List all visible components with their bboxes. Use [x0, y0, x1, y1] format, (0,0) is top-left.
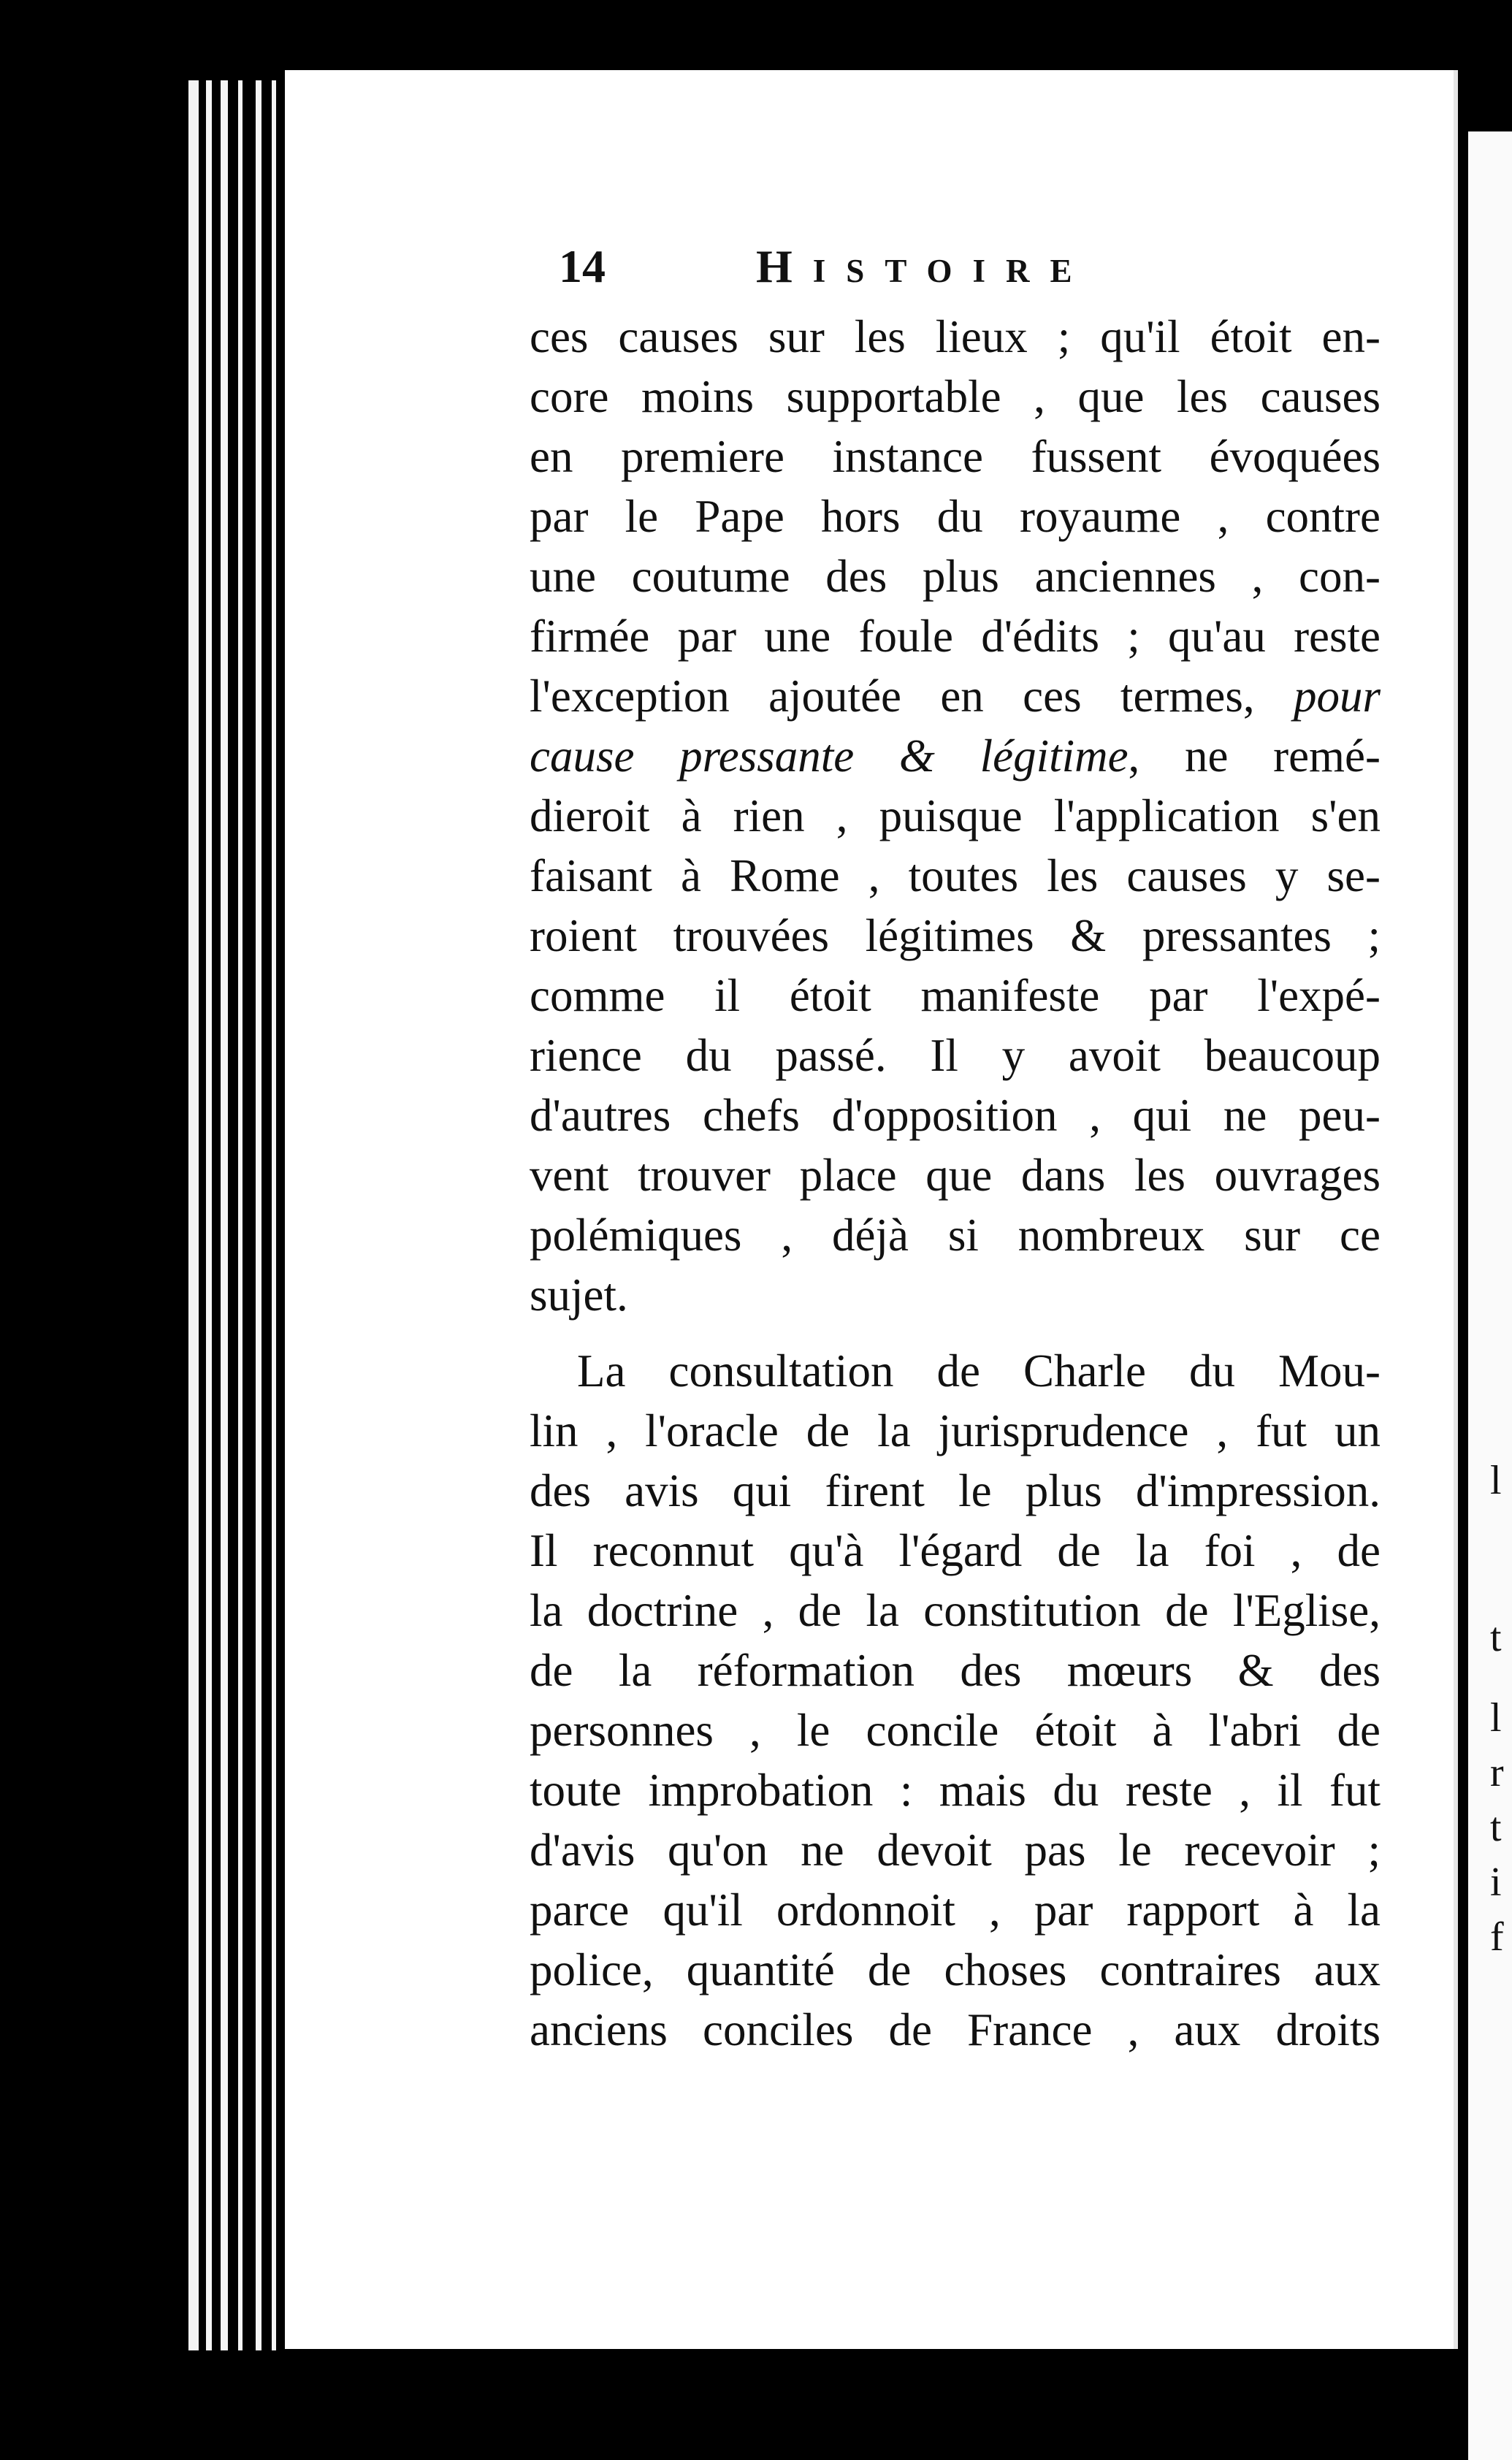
running-title: Histoire — [756, 240, 1093, 292]
text-line: dieroit à rien , puisque l'application s'en — [530, 790, 1381, 841]
text-line: en premiere instance fussent évoquées — [530, 431, 1381, 482]
text-line: des avis qui firent le plus d'impression. — [530, 1465, 1381, 1516]
text-line: d'avis qu'on ne devoit pas le recevoir ; — [530, 1825, 1381, 1876]
text-line: d'autres chefs d'opposition , qui ne peu- — [530, 1090, 1381, 1141]
facing-page-letter: i — [1490, 1860, 1502, 1905]
italic-text: cause pressante & légitime — [530, 730, 1129, 782]
page-header — [559, 232, 1435, 313]
binding-strip — [238, 80, 243, 2350]
text-line — [530, 726, 1381, 786]
text-line: parce qu'il ordonnoit , par rapport à la — [530, 1884, 1381, 1936]
paragraph-gap — [530, 1325, 1381, 1341]
text-line: Il reconnut qu'à l'égard de la foi , de — [530, 1525, 1381, 1576]
text-line: police, quantité de choses contraires aux — [530, 1944, 1381, 1995]
text-fragment: l'exception ajoutée en ces termes, — [530, 671, 1294, 722]
text-line: la doctrine , de la constitution de l'Eglise, — [530, 1585, 1381, 1636]
text-line: de la réformation des mœurs & des — [530, 1645, 1381, 1696]
facing-page-letter: r — [1490, 1750, 1504, 1795]
text-line: firmée par une foule d'édits ; qu'au reste — [530, 611, 1381, 662]
facing-page-letter: f — [1490, 1914, 1504, 1960]
facing-page-letter: l — [1490, 1458, 1502, 1503]
text-line: ces causes sur les lieux ; qu'il étoit en- — [530, 311, 1381, 362]
facing-page-letter: t — [1490, 1805, 1502, 1850]
text-line: faisant à Rome , toutes les causes y se- — [530, 850, 1381, 901]
text-line: roient trouvées légitimes & pressantes ; — [530, 910, 1381, 961]
binding-strip — [272, 80, 276, 2350]
facing-page-letter: t — [1490, 1615, 1502, 1660]
text-fragment: , ne remé- — [1128, 730, 1381, 782]
text-line: toute improbation : mais du reste , il fut — [530, 1765, 1381, 1816]
text-line: lin , l'oracle de la jurisprudence , fut un — [530, 1405, 1381, 1456]
body-text — [530, 307, 1381, 2060]
text-line: polémiques , déjà si nombreux sur ce — [530, 1210, 1381, 1261]
page-number: 14 — [559, 240, 606, 292]
italic-text: pour — [1293, 671, 1381, 722]
binding-strip — [256, 80, 261, 2350]
binding-strip — [206, 80, 212, 2350]
text-line: core moins supportable , que les causes — [530, 371, 1381, 422]
text-line — [530, 666, 1381, 726]
text-line: La consultation de Charle du Mou- — [577, 1345, 1381, 1397]
facing-page-fragment — [1468, 131, 1512, 2460]
text-line: par le Pape hors du royaume , contre — [530, 491, 1381, 542]
text-line: vent trouver place que dans les ouvrages — [530, 1150, 1381, 1201]
binding-strip — [188, 80, 199, 2350]
text-line: comme il étoit manifeste par l'expé- — [530, 970, 1381, 1021]
text-line: rience du passé. Il y avoit beaucoup — [530, 1030, 1381, 1081]
paragraph — [530, 307, 1381, 1325]
text-line: anciens conciles de France , aux droits — [530, 2004, 1381, 2055]
paragraph — [530, 1341, 1381, 2060]
binding-strip — [221, 80, 228, 2350]
facing-page-letter: l — [1490, 1695, 1502, 1741]
text-line: une coutume des plus anciennes , con- — [530, 551, 1381, 602]
text-line: personnes , le concile étoit à l'abri de — [530, 1705, 1381, 1756]
text-line: sujet. — [530, 1269, 628, 1321]
